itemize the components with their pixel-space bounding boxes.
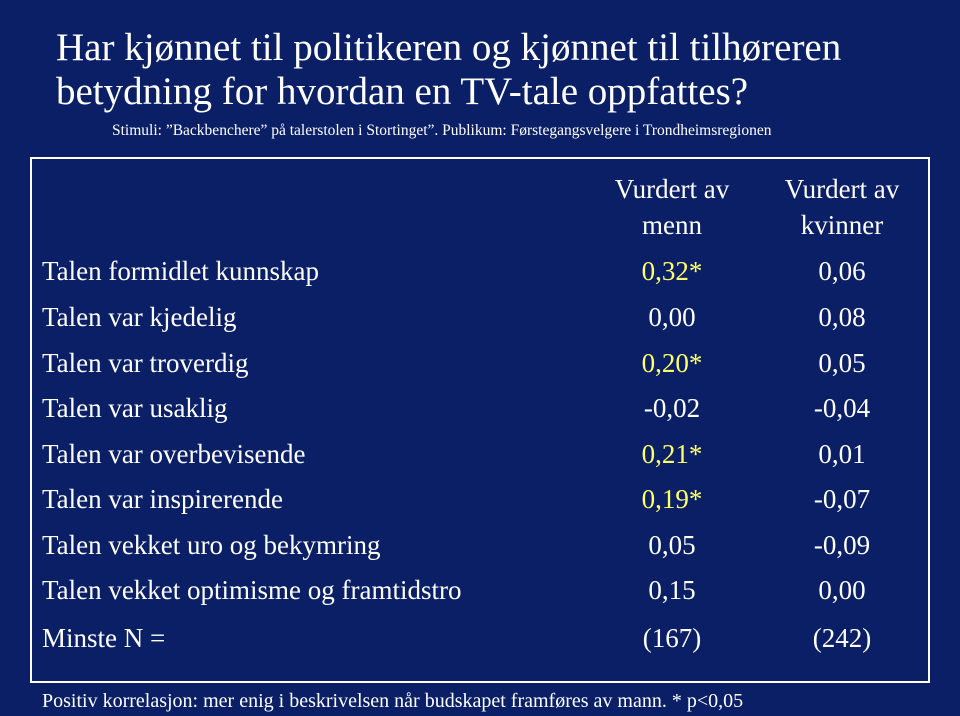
row-value-men: 0,15 [648,575,696,605]
header-men-line1: Vurdert av [614,174,730,204]
title-line-2: betydning for hvordan en TV-tale oppfattes? [56,70,749,113]
header-women-line1: Vurdert av [784,174,900,204]
row-value-men: 0,21* [641,439,703,469]
slide-subtitle: Stimuli: ”Backbenchere” på talerstolen i Stortinget”. Publikum: Førstegangsvelgere i Trondheimsregionen [112,122,772,139]
min-n-men: (167) [642,623,702,653]
row-value-men: 0,05 [648,530,696,560]
row-value-men: 0,20* [641,348,703,378]
row-label: Talen var overbevisende [42,439,306,469]
slide-title [56,26,936,114]
min-n-label: Minste N = [42,623,166,653]
min-n-women: (242) [812,623,872,653]
row-value-men: -0,02 [643,393,701,423]
header-women [752,171,932,243]
row-value-men: 0,32* [641,256,703,286]
header-men [592,171,752,243]
row-value-women: -0,07 [813,484,871,514]
row-label: Talen var inspirerende [42,484,283,514]
row-label: Talen formidlet kunnskap [42,256,320,286]
row-value-women: 0,01 [818,439,866,469]
row-value-women: -0,09 [813,530,871,560]
row-value-women: 0,05 [818,348,866,378]
header-women-line2: kvinner [800,210,884,240]
row-value-men: 0,19* [641,484,703,514]
row-label: Talen var usaklig [42,393,228,423]
row-value-men: 0,00 [648,302,696,332]
header-men-line2: menn [642,210,702,240]
row-value-women: -0,04 [813,393,871,423]
row-label: Talen var kjedelig [42,302,237,332]
results-table [30,157,930,712]
row-value-women: 0,06 [818,256,866,286]
row-label: Talen vekket uro og bekymring [42,530,381,560]
title-line-1: Har kjønnet til politikeren og kjønnet til tilhøreren [56,26,842,69]
row-value-women: 0,00 [818,575,866,605]
footnote: Positiv korrelasjon: mer enig i beskrivelsen når budskapet framføres av mann. * p<0,05 [42,690,744,712]
row-label: Talen var troverdig [42,348,249,378]
row-value-women: 0,08 [818,302,866,332]
row-label: Talen vekket optimisme og framtidstro [42,575,462,605]
